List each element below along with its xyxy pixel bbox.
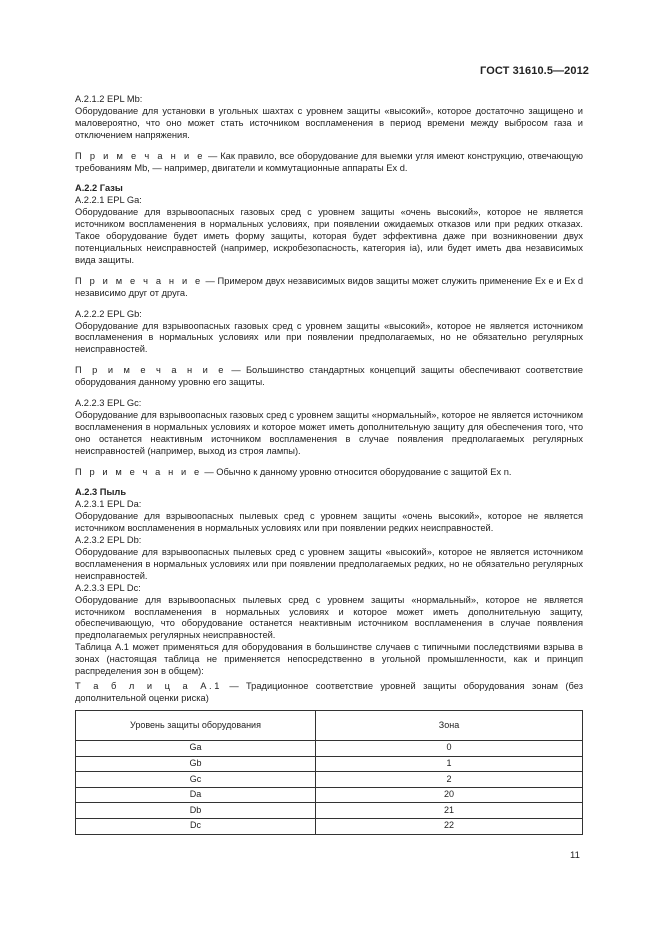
note-1-text: — Как правило, все оборудование для выемки угля имеют конструкцию, отвечающую требованиям Mb, — например, двигатели и коммутационные аппараты Ex d. bbox=[75, 150, 583, 173]
note-4-text: — Обычно к данному уровню относится оборудование с защитой Ex n. bbox=[201, 466, 512, 477]
cell-level: Gc bbox=[76, 772, 316, 788]
note-1 bbox=[75, 151, 583, 175]
note-2-text: — Примером двух независимых видов защиты может служить применение Ex e и Ex d независимо друг от друга. bbox=[75, 275, 583, 298]
paragraph-a222: Оборудование для взрывоопасных газовых сред с уровнем защиты «высокий», которое не является источником воспламенения в нормальных условиях или при появлении предполагаемых, но не обязательно регулярных неисправностей. bbox=[75, 320, 583, 355]
note-4 bbox=[75, 467, 583, 479]
table-caption bbox=[75, 681, 583, 705]
zone-table bbox=[75, 710, 583, 835]
table-row bbox=[76, 756, 583, 772]
section-heading-a233: А.2.3.3 EPL Dc: bbox=[75, 582, 141, 593]
paragraph-a221: Оборудование для взрывоопасных газовых сред с уровнем защиты «очень высокий», которое не является источником воспламенения в нормальных условиях, при появлении ожидаемых отказов или при редких отказах. Такое оборудование будет иметь форму защиты, которая будет эффективна даже при возникновении двух потенциальных неисправностей (например, искробезопасность, категория ia), или будет иметь два независимых вида защиты. bbox=[75, 207, 583, 265]
section-heading-a23: А.2.3 Пыль bbox=[75, 487, 127, 498]
table-row bbox=[76, 803, 583, 819]
paragraph-a212: Оборудование для установки в угольных шахтах с уровнем защиты «высокий», которое достаточно защищено и маловероятно, что оно может стать источником воспламенения в период времени между выбросом газа и отключением напряжения. bbox=[75, 105, 583, 140]
header-zone: Зона bbox=[316, 711, 583, 741]
cell-level: Dc bbox=[76, 818, 316, 834]
paragraph-a232: Оборудование для взрывоопасных пылевых сред с уровнем защиты «высокий», которое не является источником воспламенения в нормальных условиях или при появлении предполагаемых редких, но не обязательно регулярных неисправностей. bbox=[75, 547, 583, 581]
header-protection-level: Уровень защиты оборудования bbox=[76, 711, 316, 741]
cell-zone: 1 bbox=[316, 756, 583, 772]
page-number: 11 bbox=[570, 850, 580, 861]
cell-zone: 20 bbox=[316, 787, 583, 803]
note-label: П р и м е ч а н и е bbox=[75, 275, 203, 286]
note-3-text: — Большинство стандартных концепций защиты обеспечивают соответствие оборудования данному уровню его защиты. bbox=[75, 365, 583, 388]
table-row bbox=[76, 818, 583, 834]
table-row bbox=[76, 787, 583, 803]
note-label: П р и м е ч а н и е bbox=[75, 466, 202, 477]
table-intro: Таблица А.1 может применяться для оборудования в большинстве случаев с типичными последствиями взрыва в зонах (настоящая таблица не применяется непосредственно в угольной промышленности, как и принцип распределения зон в общем): bbox=[75, 642, 583, 677]
section-heading-a223: А.2.2.3 EPL Gc: bbox=[75, 398, 142, 409]
cell-zone: 22 bbox=[316, 818, 583, 834]
table-row bbox=[76, 772, 583, 788]
table-header-row bbox=[76, 711, 583, 741]
table-label: Т а б л и ц а А.1 bbox=[75, 680, 222, 691]
cell-level: Gb bbox=[76, 756, 316, 772]
standard-header: ГОСТ 31610.5—2012 bbox=[480, 65, 590, 77]
paragraph-a223: Оборудование для взрывоопасных газовых сред с уровнем защиты «нормальный», которое не является источником воспламенения в нормальных условиях и которое может иметь дополнительную защиту для обеспечения того, что оно останется неактивным источником воспламенения в случае появления предполагаемых регулярных неисправностей (например, выход из строя лампы). bbox=[75, 409, 583, 456]
paragraph-a231: Оборудование для взрывоопасных пылевых сред с уровнем защиты «очень высокий», которое не является источником воспламенения в нормальных условиях или при появлении редких неисправностей. bbox=[75, 511, 583, 534]
section-heading-a231: А.2.3.1 EPL Da: bbox=[75, 499, 142, 510]
cell-zone: 2 bbox=[316, 772, 583, 788]
paragraph-a233: Оборудование для взрывоопасных пылевых сред с уровнем защиты «нормальный», которое не является источником воспламенения в нормальных условиях и которое может иметь дополнительную защиту, обеспечивающую, что оборудование останется неактивным источником воспламенения в случае появления предполагаемых регулярных неисправностей. bbox=[75, 594, 583, 641]
section-heading-a221: А.2.2.1 EPL Ga: bbox=[75, 195, 142, 206]
cell-zone: 0 bbox=[316, 741, 583, 757]
table-row bbox=[76, 741, 583, 757]
section-heading-a212: А.2.1.2 EPL Mb: bbox=[75, 94, 143, 104]
cell-level: Ga bbox=[76, 741, 316, 757]
section-heading-a22: А.2.2 Газы bbox=[75, 183, 123, 194]
cell-level: Db bbox=[76, 803, 316, 819]
note-2 bbox=[75, 276, 583, 300]
cell-zone: 21 bbox=[316, 803, 583, 819]
note-3 bbox=[75, 365, 583, 389]
section-heading-a232: А.2.3.2 EPL Db: bbox=[75, 535, 142, 546]
note-label: П р и м е ч а н и е bbox=[75, 150, 206, 161]
cell-level: Da bbox=[76, 787, 316, 803]
section-heading-a222: А.2.2.2 EPL Gb: bbox=[75, 308, 142, 319]
note-label: П р и м е ч а н и е bbox=[75, 365, 227, 376]
table-caption-text: — Традиционное соответствие уровней защиты оборудования зонам (без дополнительной оценки риска) bbox=[75, 680, 583, 703]
body-text bbox=[75, 94, 583, 705]
